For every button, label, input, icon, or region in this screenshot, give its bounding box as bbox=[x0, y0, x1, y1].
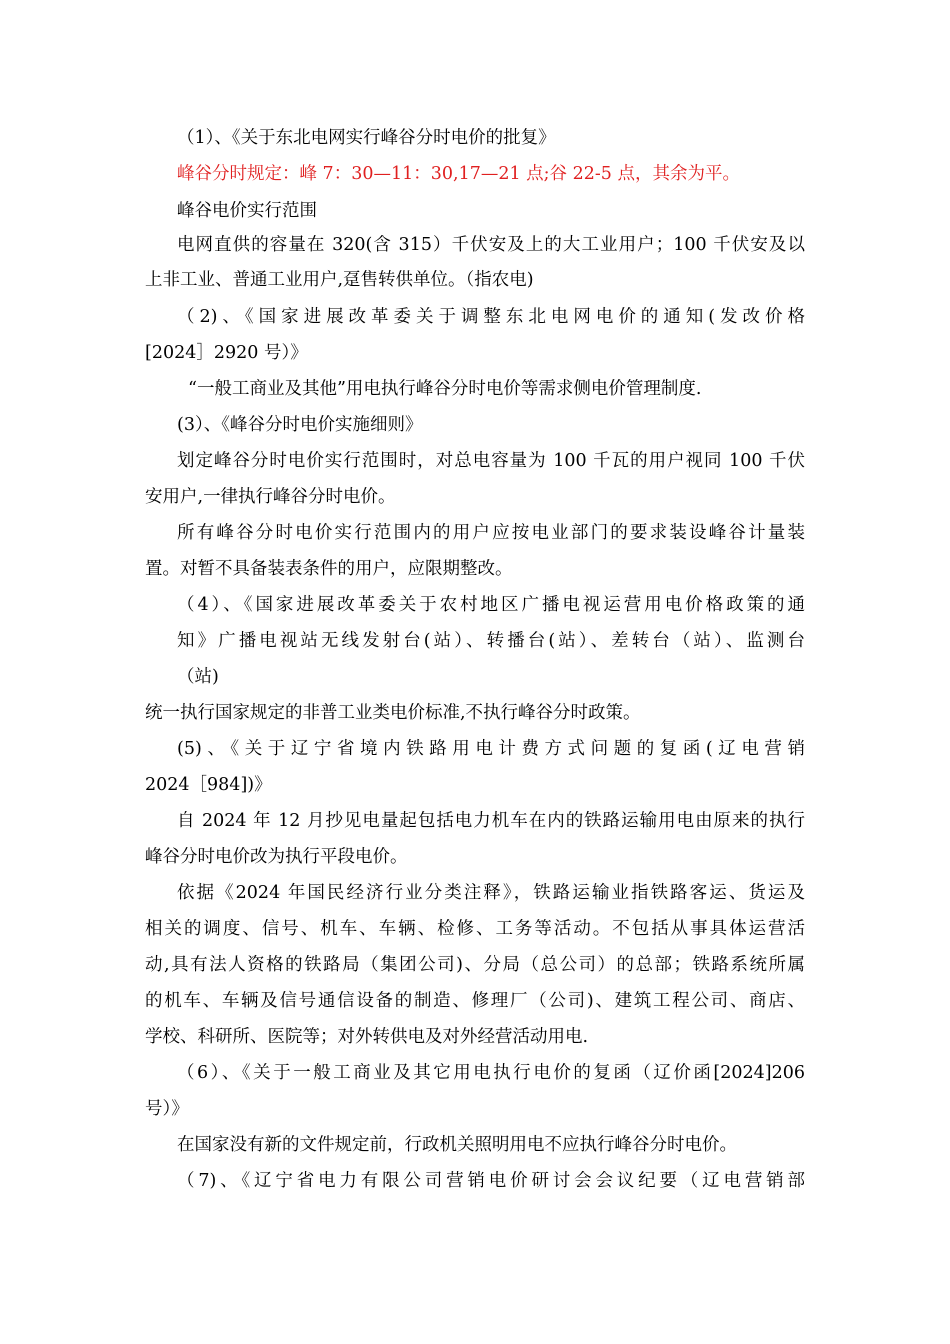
paragraph-line: 自 2024 年 12 月抄见电量起包括电力机车在内的铁路运输用电由原来的执行 bbox=[177, 811, 805, 831]
peak-valley-time-rule: 峰谷分时规定：峰 7：30—11：30,17—21 点;谷 22-5 点，其余为平。 bbox=[177, 164, 740, 184]
scope-subheading: 峰谷电价实行范围 bbox=[177, 201, 317, 221]
paragraph-line: 在国家没有新的文件规定前，行政机关照明用电不应执行峰谷分时电价。 bbox=[177, 1135, 737, 1155]
paragraph-line: “一般工商业及其他”用电执行峰谷分时电价等需求侧电价管理制度. bbox=[188, 379, 702, 399]
section-6-heading: （6）、《关于一般工商业及其它用电执行电价的复函（辽价函[2024]206 bbox=[177, 1063, 805, 1083]
paragraph-line: 统一执行国家规定的非普工业类电价标准,不执行峰谷分时政策。 bbox=[145, 703, 641, 723]
section-6-heading-cont: 号）》 bbox=[145, 1099, 189, 1119]
section-7-heading: （7)、《辽宁省电力有限公司营销电价研讨会会议纪要（辽电营销部 bbox=[177, 1171, 805, 1191]
section-4-heading-cont: 知》广播电视站无线发射台(站）、转播台(站）、差转台（站）、监测台 bbox=[177, 631, 805, 651]
paragraph-line: 所有峰谷分时电价实行范围内的用户应按电业部门的要求装设峰谷计量装 bbox=[177, 523, 805, 543]
section-3-heading: (3）、《峰谷分时电价实施细则》 bbox=[177, 415, 423, 435]
paragraph-line: 上非工业、普通工业用户,趸售转供单位。（指农电) bbox=[145, 270, 534, 290]
section-5-heading-cont: 2024［984])》 bbox=[145, 775, 272, 795]
paragraph-line: 依据《2024 年国民经济行业分类注释》，铁路运输业指铁路客运、货运及 bbox=[177, 883, 805, 903]
paragraph-line: 安用户,一律执行峰谷分时电价。 bbox=[145, 487, 396, 507]
section-1-heading: （1）、《关于东北电网实行峰谷分时电价的批复》 bbox=[177, 128, 556, 148]
paragraph-line: 动,具有法人资格的铁路局（集团公司)、分局（总公司）的总部；铁路系统所属 bbox=[145, 955, 805, 975]
paragraph-line: 的机车、车辆及信号通信设备的制造、修理厂（公司)、建筑工程公司、商店、 bbox=[145, 991, 805, 1011]
section-2-heading: （2)、《国家进展改革委关于调整东北电网电价的通知(发改价格 bbox=[177, 307, 805, 327]
section-4-heading: （4）、《国家进展改革委关于农村地区广播电视运营用电价格政策的通 bbox=[177, 595, 805, 615]
section-4-heading-cont: （站) bbox=[177, 667, 219, 687]
paragraph-line: 学校、科研所、医院等；对外转供电及对外经营活动用电. bbox=[145, 1027, 589, 1047]
paragraph-line: 置。对暂不具备装表条件的用户，应限期整改。 bbox=[145, 559, 513, 579]
section-2-heading-cont: [2024］2920 号）》 bbox=[145, 343, 308, 363]
section-5-heading: (5)、《关于辽宁省境内铁路用电计费方式问题的复函(辽电营销 bbox=[177, 739, 805, 759]
paragraph-line: 划定峰谷分时电价实行范围时，对总电容量为 100 千瓦的用户视同 100 千伏 bbox=[177, 451, 805, 471]
paragraph-line: 电网直供的容量在 320(含 315）千伏安及上的大工业用户；100 千伏安及以 bbox=[177, 235, 805, 255]
paragraph-line: 相关的调度、信号、机车、车辆、检修、工务等活动。不包括从事具体运营活 bbox=[145, 919, 805, 939]
paragraph-line: 峰谷分时电价改为执行平段电价。 bbox=[145, 847, 408, 867]
